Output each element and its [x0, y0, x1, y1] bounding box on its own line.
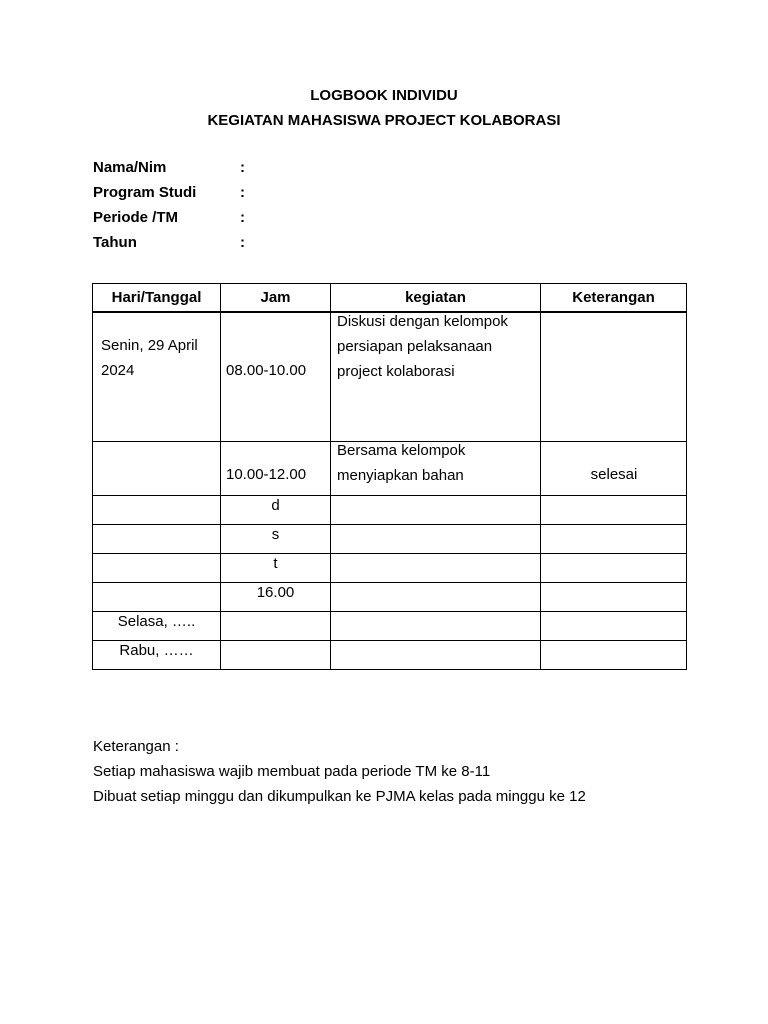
cell-note: [541, 496, 687, 525]
field-label-name: Nama/Nim: [93, 159, 167, 176]
cell-day: [93, 496, 221, 525]
field-label-year: Tahun: [93, 234, 137, 251]
day-line-1: Senin, 29 April: [101, 337, 198, 354]
note-value: selesai: [590, 466, 638, 483]
header-activity: kegiatan: [331, 284, 541, 313]
activity-line-2: menyiapkan bahan: [337, 467, 464, 484]
activity-line-2: persiapan pelaksanaan: [337, 338, 493, 355]
cell-day: [93, 312, 221, 442]
cell-time: t: [221, 554, 331, 583]
cell-time: d: [221, 496, 331, 525]
cell-activity: [331, 312, 541, 442]
field-colon: :: [240, 184, 245, 201]
cell-day: [93, 583, 221, 612]
cell-activity: [331, 641, 541, 670]
notes-line: Setiap mahasiswa wajib membuat pada periode TM ke 8-11: [93, 763, 491, 780]
field-colon: :: [240, 159, 245, 176]
cell-note: [541, 312, 687, 442]
header-note: Keterangan: [541, 284, 687, 313]
cell-day: [93, 442, 221, 496]
cell-time: [221, 641, 331, 670]
field-colon: :: [240, 234, 245, 251]
cell-note: [541, 525, 687, 554]
table-row: [93, 554, 687, 583]
time-value: 10.00-12.00: [226, 466, 307, 483]
cell-time: 16.00: [221, 583, 331, 612]
cell-activity: [331, 583, 541, 612]
table-row: [93, 612, 687, 641]
header-time: Jam: [221, 284, 331, 313]
cell-activity: [331, 496, 541, 525]
table-row: [93, 442, 687, 496]
logbook-table: [92, 283, 687, 670]
field-label-period: Periode /TM: [93, 209, 179, 226]
cell-note: [541, 641, 687, 670]
cell-time: [221, 312, 331, 442]
cell-day: Rabu, ……: [93, 641, 221, 670]
notes-line: Dibuat setiap minggu dan dikumpulkan ke PJMA kelas pada minggu ke 12: [93, 788, 586, 805]
cell-day: Selasa, …..: [93, 612, 221, 641]
table-row: [93, 525, 687, 554]
cell-note: [541, 554, 687, 583]
cell-day: [93, 554, 221, 583]
cell-activity: [331, 612, 541, 641]
cell-time: [221, 612, 331, 641]
activity-line-1: Diskusi dengan kelompok: [337, 313, 508, 330]
cell-time: [221, 442, 331, 496]
notes-section: [93, 734, 586, 809]
document-subtitle: KEGIATAN MAHASISWA PROJECT KOLABORASI: [207, 112, 561, 129]
activity-line-3: project kolaborasi: [337, 363, 455, 380]
header-day: Hari/Tanggal: [93, 284, 221, 313]
notes-heading: Keterangan :: [93, 738, 179, 755]
cell-activity: [331, 525, 541, 554]
cell-note: [541, 612, 687, 641]
cell-activity: [331, 554, 541, 583]
table-row: [93, 641, 687, 670]
cell-note: [541, 442, 687, 496]
table-row: [93, 583, 687, 612]
day-line-2: 2024: [101, 362, 135, 379]
cell-activity: [331, 442, 541, 496]
activity-line-1: Bersama kelompok: [337, 442, 466, 459]
table-header-row: [93, 284, 687, 313]
cell-day: [93, 525, 221, 554]
field-colon: :: [240, 209, 245, 226]
table-row: [93, 312, 687, 442]
document-title: LOGBOOK INDIVIDU: [310, 87, 458, 104]
cell-time: s: [221, 525, 331, 554]
field-label-program: Program Studi: [93, 184, 197, 201]
time-value: 08.00-10.00: [226, 362, 307, 379]
table-row: [93, 496, 687, 525]
cell-note: [541, 583, 687, 612]
